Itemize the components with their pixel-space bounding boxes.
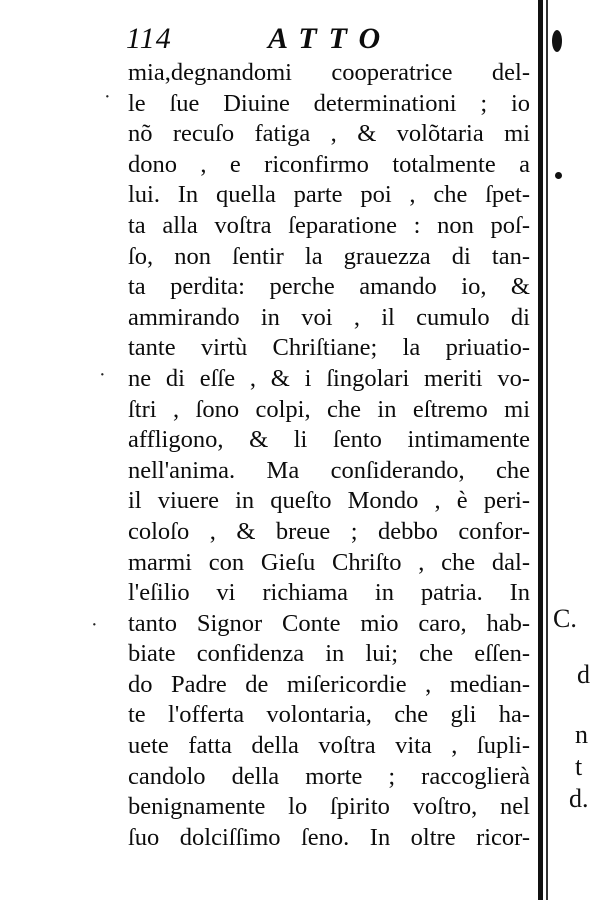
gutter-shadow: [538, 0, 543, 900]
ink-speck: ·: [99, 364, 106, 386]
text-line: il viuere in queſto Mondo , è peri-: [128, 487, 530, 515]
text-line: dono , e riconfirmo totalmente a: [128, 150, 530, 178]
text-line: te l'offerta volontaria, che gli ha-: [128, 701, 530, 729]
text-line: le ſue Diuine determinationi ; io: [128, 89, 530, 117]
text-line: tanto Signor Conte mio caro, hab-: [128, 609, 530, 637]
text-line: coloſo , & breue ; debbo confor-: [128, 517, 530, 545]
text-line: ſtri , ſono colpi, che in eſtremo mi: [128, 395, 530, 423]
text-line: ne di eſſe , & i ſingolari meriti vo-: [128, 364, 530, 392]
adjacent-letter: d.: [569, 784, 589, 813]
adjacent-letter: n: [575, 720, 588, 749]
text-line: ta alla voſtra ſeparatione : non poſ-: [128, 211, 530, 239]
text-line: nõ recuſo fatiga , & volõtaria mi: [128, 120, 530, 148]
text-line: ta perdita: perche amando io, &: [128, 273, 530, 301]
text-line: ſo, non ſentir la grauezza di tan-: [128, 242, 530, 270]
page-number: 114: [126, 22, 172, 55]
text-line: lui. In quella parte poi , che ſpet-: [128, 181, 530, 209]
ink-blot: [552, 30, 562, 52]
text-line: biate confidenza in lui; che eſſen-: [128, 640, 530, 668]
ink-speck: ·: [91, 614, 98, 636]
text-line: affligono, & li ſento intimamente: [128, 426, 530, 454]
adjacent-letter: t: [575, 752, 583, 781]
body-text: [128, 58, 530, 853]
text-line: l'eſilio vi richiama in patria. In: [128, 579, 530, 607]
page-header: [126, 18, 536, 58]
text-line: benignamente lo ſpirito voſtro, nel: [128, 793, 530, 821]
ink-blot: [555, 172, 562, 179]
text-line: marmi con Gieſu Chriſto , che dal-: [128, 548, 530, 576]
text-line: mia,degnandomi cooperatrice del-: [128, 59, 530, 86]
ink-speck: ·: [104, 86, 111, 108]
text-line: ſuo dolciſſimo ſeno. In oltre ricor-: [128, 823, 530, 851]
running-head: ATTO: [268, 22, 393, 55]
adjacent-letter: C.: [553, 604, 577, 633]
text-line: uete fatta della voſtra vita , ſupli-: [128, 732, 530, 760]
adjacent-letter: d: [577, 660, 590, 689]
text-line: ammirando in voi , il cumulo di: [128, 303, 530, 331]
text-line: candolo della morte ; raccoglierà: [128, 762, 530, 790]
text-line: do Padre de miſericordie , median-: [128, 670, 530, 698]
gutter-line: [546, 0, 548, 900]
adjacent-page-edge: [549, 0, 590, 900]
text-line: tante virtù Chriſtiane; la priuatio-: [128, 334, 530, 362]
text-line: nell'anima. Ma conſiderando, che: [128, 456, 530, 484]
